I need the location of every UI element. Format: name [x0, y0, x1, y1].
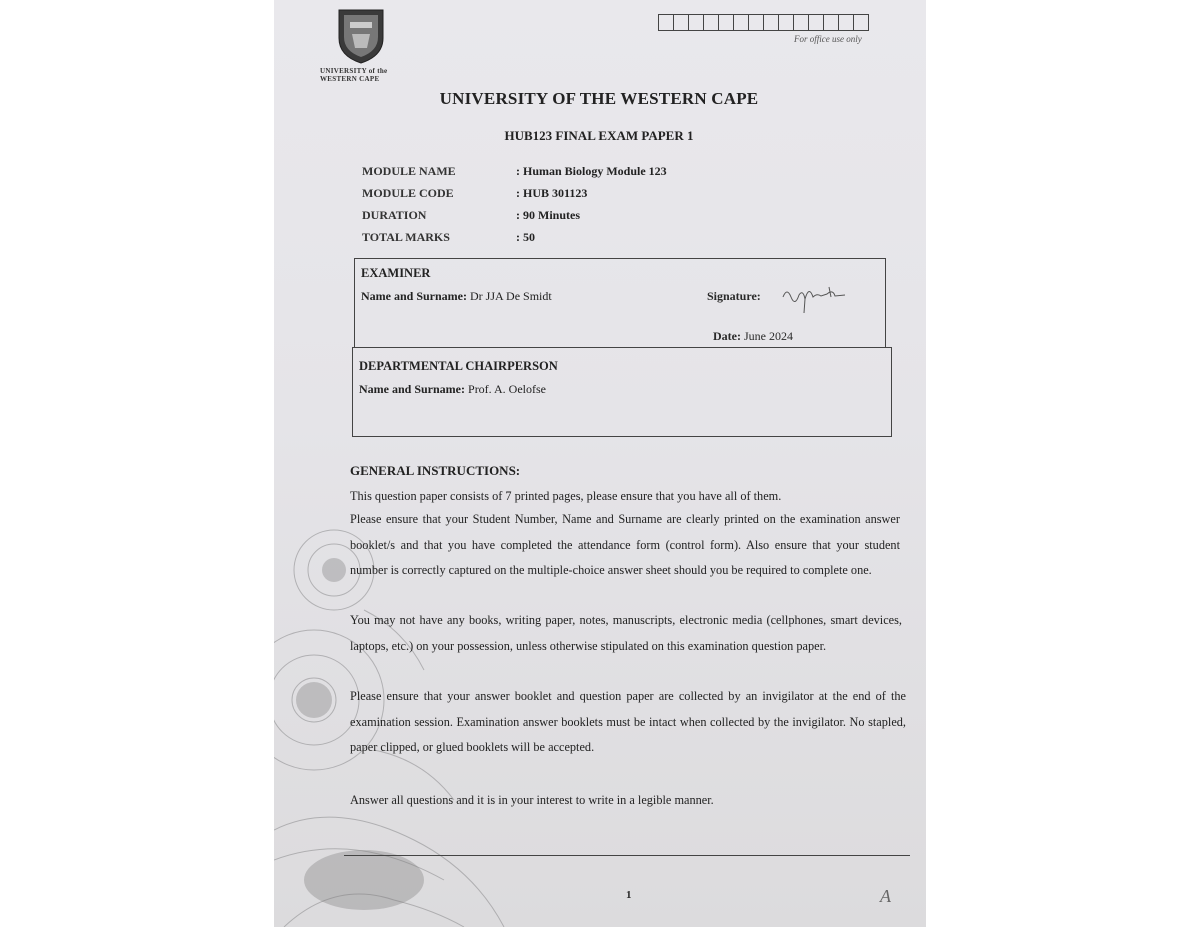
date-label: Date:: [713, 329, 741, 343]
instruction-paragraph: This question paper consists of 7 printed pages, please ensure that you have all of them.: [350, 489, 782, 503]
module-info-label: MODULE CODE: [362, 186, 454, 200]
module-info-value: : 90 Minutes: [516, 208, 580, 222]
office-use-boxes: [658, 14, 869, 31]
corner-mark: A: [880, 886, 891, 906]
instruction-paragraph: Answer all questions and it is in your interest to write in a legible manner.: [350, 793, 714, 807]
office-use-label: For office use only: [794, 34, 862, 44]
page-number: 1: [626, 889, 632, 901]
module-info-row: [362, 230, 667, 252]
module-info-value: : Human Biology Module 123: [516, 164, 667, 178]
examiner-box: [354, 258, 886, 348]
module-info-label: TOTAL MARKS: [362, 230, 450, 244]
module-info-row: [362, 186, 667, 208]
examiner-name-label: Name and Surname:: [361, 289, 468, 303]
module-info: [362, 164, 667, 252]
instruction-paragraph: Please ensure that your answer booklet and question paper are collected by an invigilator at the end of the examination session. Examination answer booklets must be intact when collected by the invigilator. No stapled, paper clipped, or glued booklets will be accepted.: [350, 689, 906, 754]
module-info-row: [362, 164, 667, 186]
module-info-value: : 50: [516, 230, 535, 244]
instruction-paragraph: Please ensure that your Student Number, Name and Surname are clearly printed on the examination answer booklet/s and that you have completed the attendance form (control form). Also ensure that your student number is correctly captured on the multiple-choice answer sheet should you be required to complete one.: [350, 512, 900, 577]
examiner-heading: EXAMINER: [361, 266, 431, 280]
logo-text: UNIVERSITY of the WESTERN CAPE: [320, 67, 388, 83]
signature-label: Signature:: [707, 289, 761, 303]
chairperson-box: [352, 347, 892, 437]
examiner-signature: [779, 279, 849, 315]
instruction-paragraph: You may not have any books, writing paper, notes, manuscripts, electronic media (cellphones, smart devices, laptops, etc.) on your possession, unless otherwise stipulated on this examination question paper.: [350, 613, 902, 653]
chairperson-heading: DEPARTMENTAL CHAIRPERSON: [359, 359, 558, 373]
university-crest-logo: [336, 8, 386, 64]
exam-paper: [274, 0, 926, 927]
module-info-label: DURATION: [362, 208, 427, 222]
examiner-name-line: [361, 289, 552, 304]
footer-divider: [344, 855, 910, 856]
exam-title: HUB123 FINAL EXAM PAPER 1: [504, 128, 694, 143]
exam-date: June 2024: [743, 329, 793, 343]
instructions-heading: GENERAL INSTRUCTIONS:: [350, 463, 521, 478]
module-info-value: : HUB 301123: [516, 186, 588, 200]
date-line: [713, 329, 793, 344]
module-info-row: [362, 208, 667, 230]
chairperson-name: Prof. A. Oelofse: [468, 382, 547, 396]
university-name: UNIVERSITY OF THE WESTERN CAPE: [439, 89, 759, 108]
chairperson-name-line: [359, 382, 546, 397]
examiner-name: Dr JJA De Smidt: [470, 289, 552, 303]
module-info-label: MODULE NAME: [362, 164, 456, 178]
chairperson-name-label: Name and Surname:: [359, 382, 466, 396]
